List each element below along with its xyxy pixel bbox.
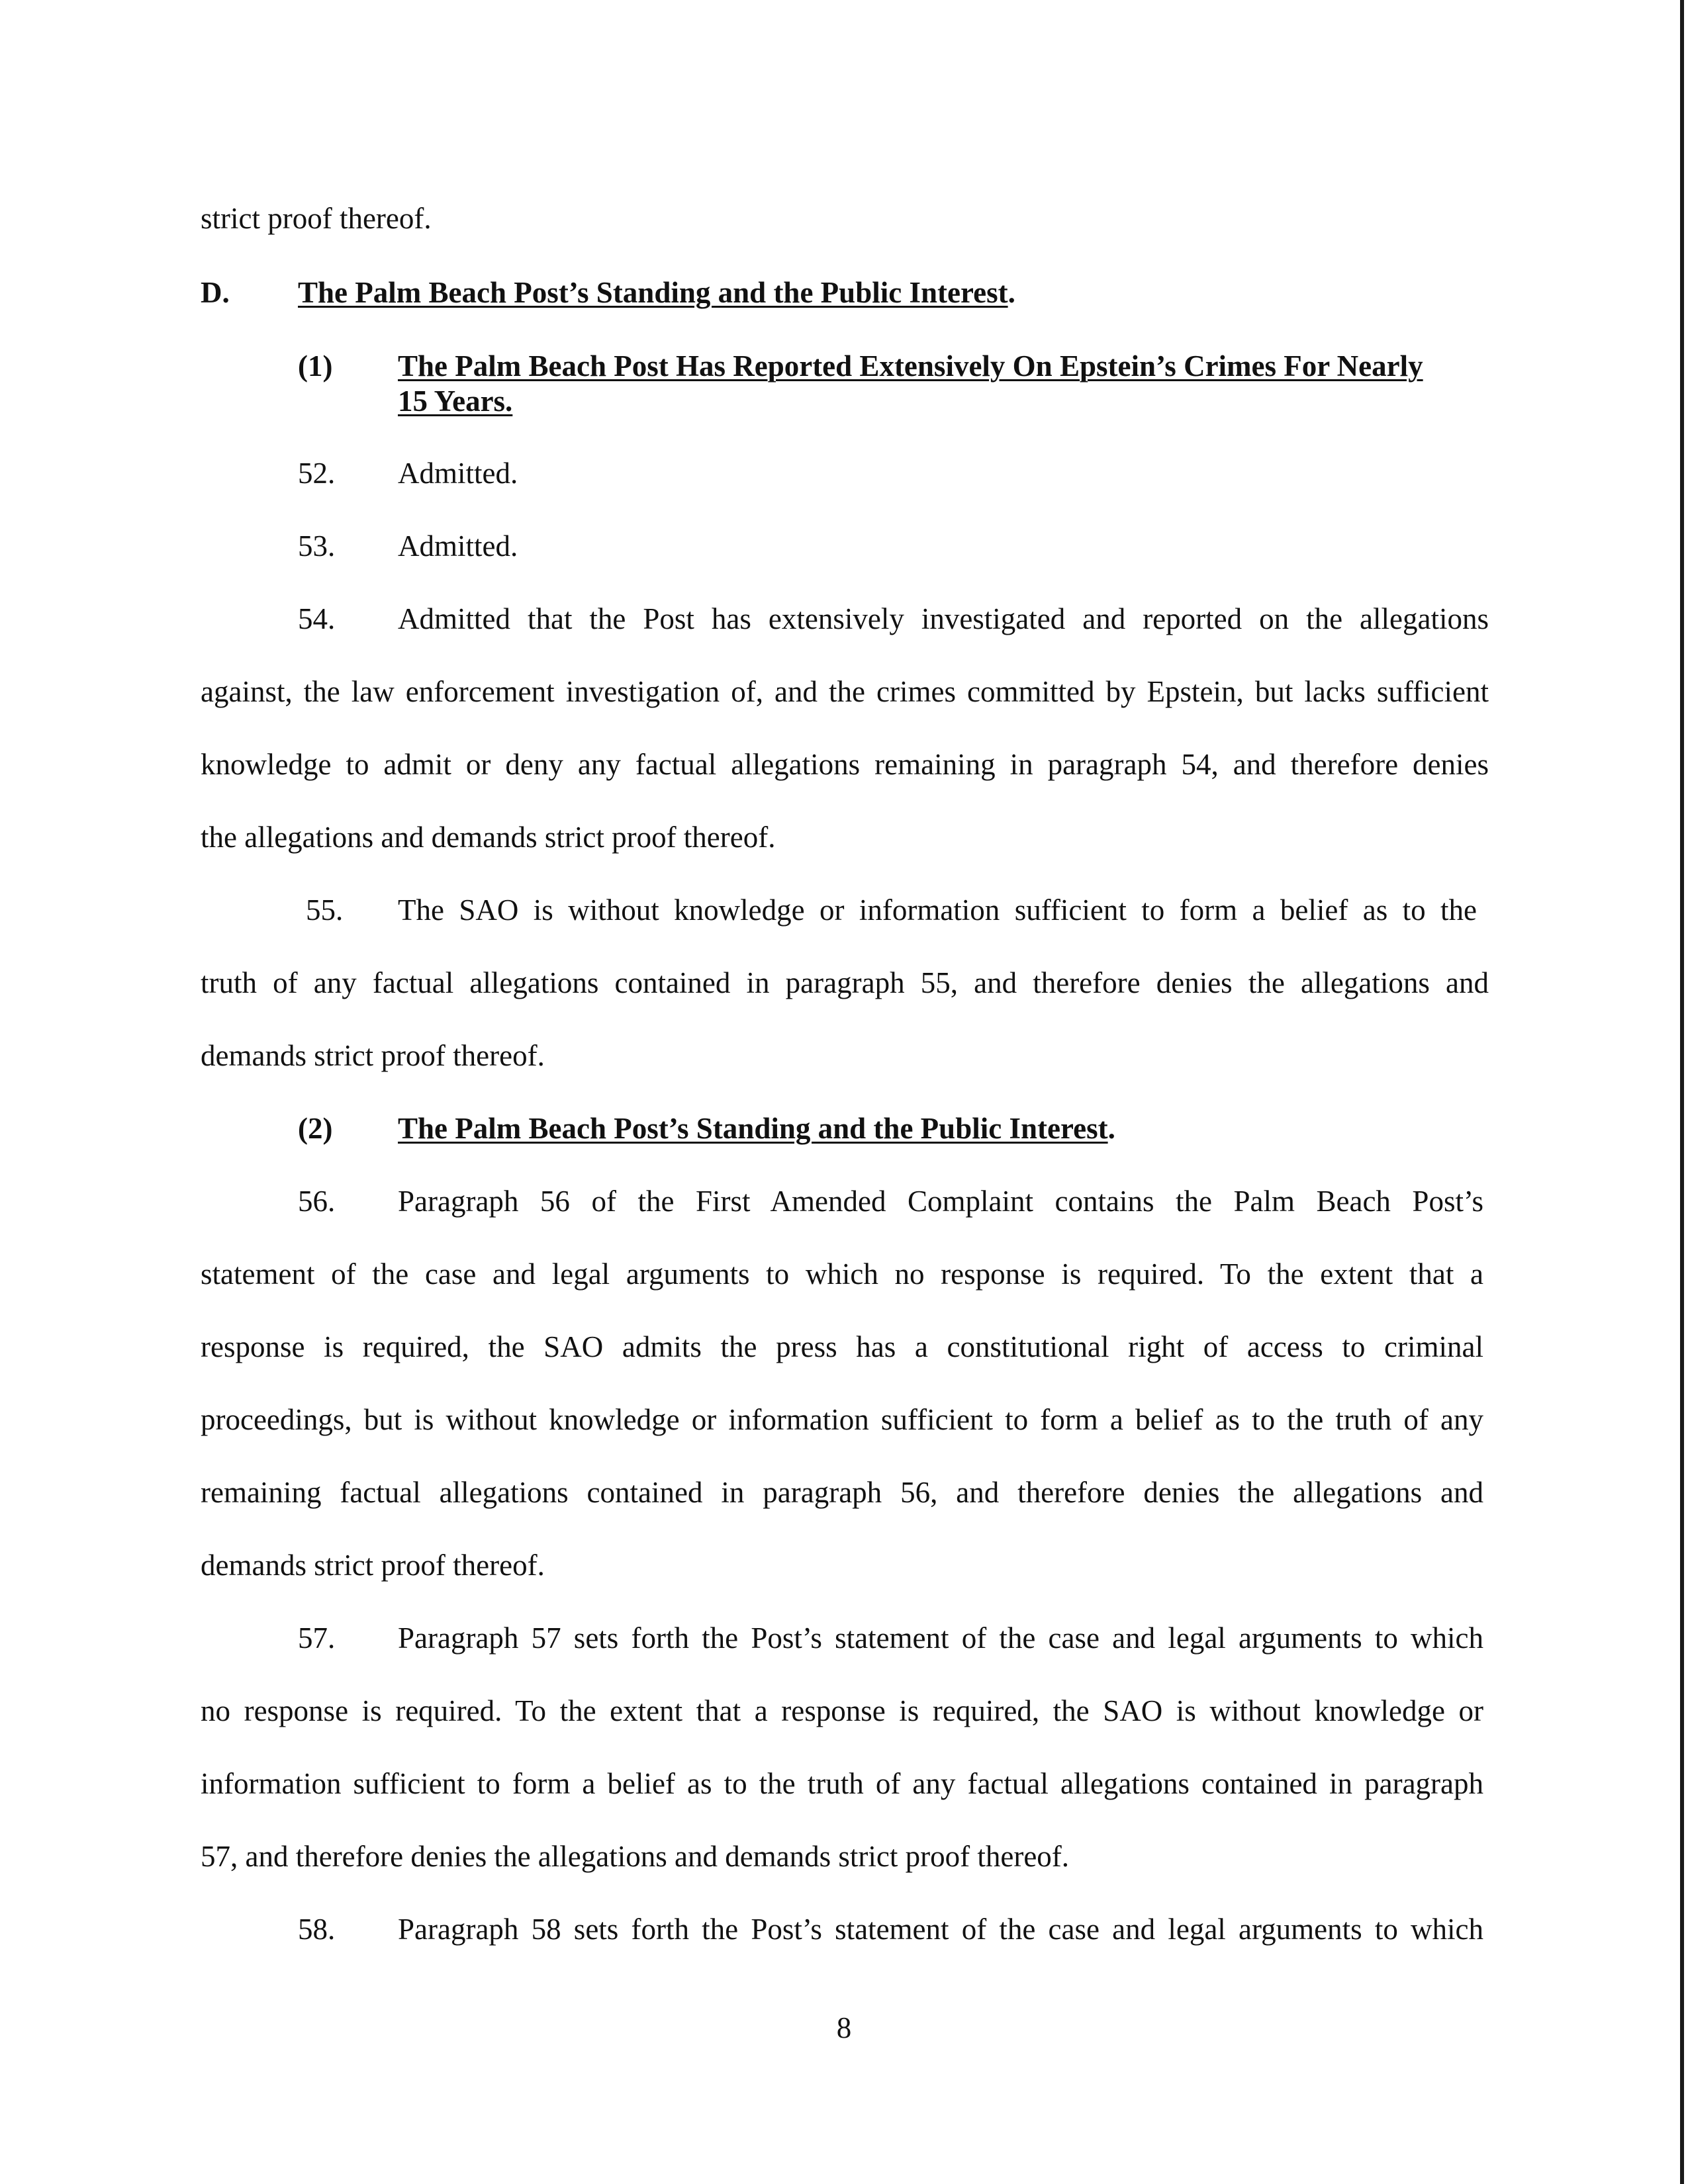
paragraph-56-line: statement of the case and legal arguments to which no response is required. To the extent that a — [201, 1257, 1483, 1291]
paragraph-54-line: Admitted that the Post has extensively investigated and reported on the allegations — [398, 602, 1489, 635]
paragraph-54-number: 54. — [298, 602, 336, 635]
paragraph-56-number: 56. — [298, 1185, 336, 1218]
subsection-1-title-line2: 15 Years. — [398, 385, 513, 418]
paragraph-57-line: no response is required. To the extent that a response is required, the SAO is without knowledge or — [201, 1694, 1483, 1727]
paragraph-53-number: 53. — [298, 529, 336, 563]
paragraph-54-line: the allegations and demands strict proof thereof. — [201, 821, 776, 854]
paragraph-58-number: 58. — [298, 1913, 336, 1946]
paragraph-56-line: proceedings, but is without knowledge or information sufficient to form a belief as to the truth of any — [201, 1403, 1483, 1436]
section-d-heading — [298, 274, 1015, 311]
paragraph-57-number: 57. — [298, 1621, 336, 1655]
subsection-1-number: (1) — [298, 349, 333, 383]
section-d-title: The Palm Beach Post’s Standing and the Public Interest — [298, 276, 1008, 309]
paragraph-56-line: Paragraph 56 of the First Amended Complaint contains the Palm Beach Post’s — [398, 1185, 1483, 1218]
paragraph-56-line: remaining factual allegations contained in paragraph 56, and therefore denies the allegations and — [201, 1476, 1483, 1509]
page-right-border — [1680, 0, 1684, 2184]
subsection-2-number: (2) — [298, 1112, 333, 1145]
paragraph-57-line: information sufficient to form a belief as to the truth of any factual allegations contained in paragraph — [201, 1767, 1483, 1800]
paragraph-55-line: truth of any factual allegations contained in paragraph 55, and therefore denies the allegations and — [201, 966, 1489, 999]
paragraph-56-line: response is required, the SAO admits the press has a constitutional right of access to criminal — [201, 1330, 1483, 1363]
paragraph-58-line: Paragraph 58 sets forth the Post’s statement of the case and legal arguments to which — [398, 1913, 1483, 1946]
paragraph-57-line: 57, and therefore denies the allegations and demands strict proof thereof. — [201, 1840, 1070, 1873]
paragraph-55-number: 55. — [306, 893, 344, 927]
paragraph-55-line: The SAO is without knowledge or information sufficient to form a belief as to the — [398, 893, 1477, 927]
paragraph-52-number: 52. — [298, 457, 336, 490]
subsection-2-heading — [398, 1110, 1115, 1147]
paragraph-55-line: demands strict proof thereof. — [201, 1039, 545, 1072]
paragraph-54-line: against, the law enforcement investigation of, and the crimes committed by Epstein, but lacks sufficient — [201, 675, 1489, 708]
paragraph-52-text: Admitted. — [398, 457, 518, 490]
paragraph-57-line: Paragraph 57 sets forth the Post’s statement of the case and legal arguments to which — [398, 1621, 1483, 1655]
paragraph-53-text: Admitted. — [398, 529, 518, 563]
subsection-2-title-period: . — [1107, 1112, 1115, 1145]
subsection-1-title-line1: The Palm Beach Post Has Reported Extensively On Epstein’s Crimes For Nearly — [398, 349, 1423, 383]
page-number: 8 — [836, 2011, 852, 2044]
paragraph-54-line: knowledge to admit or deny any factual allegations remaining in paragraph 54, and therefore denies — [201, 748, 1489, 781]
paragraph-56-line: demands strict proof thereof. — [201, 1549, 545, 1582]
section-d-title-period: . — [1008, 276, 1015, 309]
section-d-letter: D. — [201, 276, 230, 309]
subsection-2-title: The Palm Beach Post’s Standing and the Public Interest — [398, 1112, 1108, 1145]
continuation-text: strict proof thereof. — [201, 202, 432, 235]
